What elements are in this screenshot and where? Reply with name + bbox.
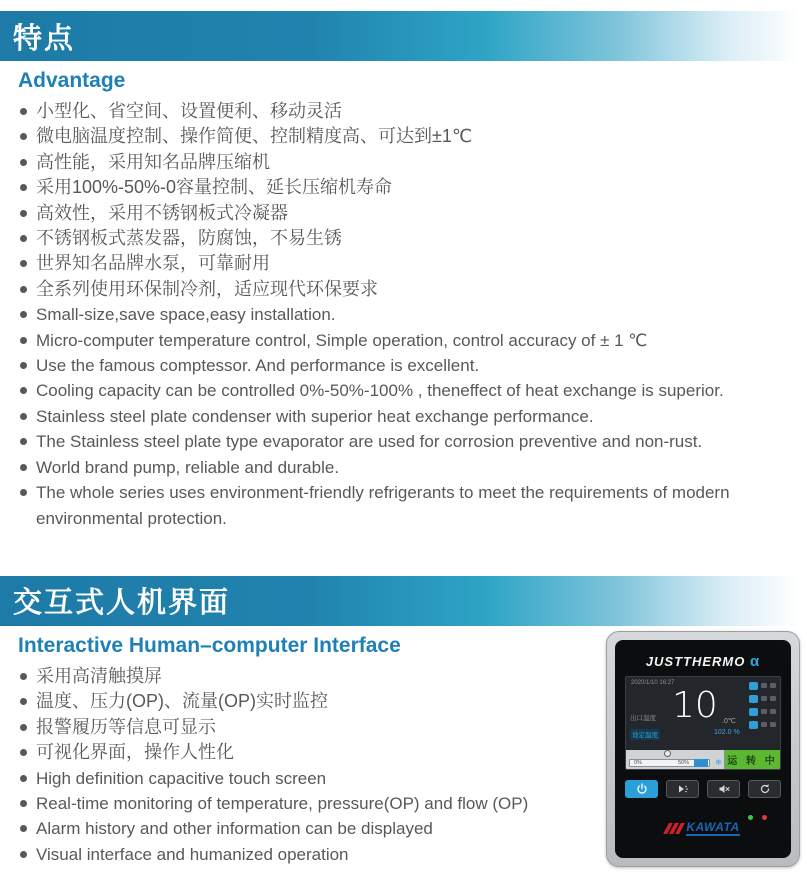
list-item: 全系列使用环保制冷剂，适应现代环保要求 (18, 277, 789, 302)
power-button (625, 780, 658, 798)
panel-bezel (615, 640, 791, 858)
list-item: High definition capacitive touch screen (18, 766, 582, 791)
gear-icon (749, 721, 758, 729)
feature-list (18, 99, 789, 531)
timer-icon (664, 750, 671, 757)
list-item: The Stainless steel plate type evaporator are used for corrosion preventive and non-rust. (18, 429, 789, 454)
section-header-bar (0, 576, 807, 626)
snowflake-icon: ❄ (715, 757, 722, 767)
green-led (748, 815, 753, 820)
mute-icon (718, 783, 730, 795)
outlet-temp-label: 出口温度 (630, 714, 656, 722)
logo-text: KAWATA (686, 819, 740, 834)
section-subtitle: Interactive Human–computer Interface (18, 633, 401, 657)
defrost-icon (677, 783, 689, 795)
menu-label-block (770, 709, 776, 714)
set-temp-label: 设定温度 (630, 729, 660, 740)
brand-text (615, 653, 791, 670)
logo-stripes-icon (666, 823, 682, 834)
list-item: 高效性，采用不锈钢板式冷凝器 (18, 201, 789, 226)
list-item: Micro-computer temperature control, Simple operation, control accuracy of ± 1 ℃ (18, 328, 789, 353)
kawata-logo (615, 821, 791, 836)
menu-row (749, 721, 776, 729)
menu-label-block (761, 709, 767, 714)
cycle-icon (759, 783, 771, 795)
menu-label-block (770, 696, 776, 701)
list-item: 不锈钢板式蒸发器，防腐蚀，不易生锈 (18, 226, 789, 251)
led-indicators (748, 815, 767, 820)
advantage-section (0, 69, 807, 531)
brand-name: JUSTTHERMO (645, 653, 746, 669)
list-item: 小型化、省空间、设置便利、移动灵活 (18, 99, 789, 124)
capacity-slider (626, 750, 725, 769)
section-title: 交互式人机界面 (13, 587, 231, 620)
calendar-icon (749, 682, 758, 690)
slider-min-label: 0% (634, 759, 642, 766)
power-icon (636, 783, 648, 795)
section-header-bar (0, 11, 807, 61)
menu-row (749, 695, 776, 703)
status-text: 运 转 中 (727, 755, 778, 767)
section-subtitle: Advantage (18, 69, 126, 92)
menu-label-block (761, 683, 767, 688)
menu-label-block (761, 722, 767, 727)
flow-value: 102.0 % (714, 728, 740, 736)
menu-label-block (770, 722, 776, 727)
list-item: 微电脑温度控制、操作简便、控制精度高、可达到±1℃ (18, 124, 789, 149)
list-item: World brand pump, reliable and durable. (18, 455, 789, 480)
feature-list (18, 664, 582, 867)
menu-row (749, 682, 776, 690)
section-title: 特点 (13, 22, 76, 55)
brand-alpha: α (749, 652, 761, 670)
list-item: 采用高清触摸屏 (18, 664, 582, 689)
slider-mid-label: 50% (678, 759, 690, 766)
status-badge (725, 750, 780, 769)
list-item: 可视化界面，操作人性化 (18, 740, 582, 765)
mute-button (707, 780, 740, 798)
touch-screen (625, 676, 781, 770)
shield-icon (749, 695, 758, 703)
datetime-text: 2020/1/10 16:27 (631, 679, 675, 686)
list-item: Real-time monitoring of temperature, pressure(OP) and flow (OP) (18, 791, 582, 816)
interface-section (0, 576, 807, 867)
list-item: Alarm history and other information can be displayed (18, 816, 582, 841)
temperature-unit: .0℃ (722, 717, 736, 725)
control-panel-image (606, 631, 800, 867)
list-item: Use the famous comptessor. And performance is excellent. (18, 353, 789, 378)
temperature-value: 10 (672, 684, 718, 726)
list-item: Visual interface and humanized operation (18, 842, 582, 867)
list-item: 高性能，采用知名品牌压缩机 (18, 150, 789, 175)
list-item: 采用100%-50%-0容量控制、延长压缩机寿命 (18, 175, 789, 200)
cycle-button (748, 780, 781, 798)
menu-row (749, 708, 776, 716)
slider-handle (694, 759, 708, 767)
list-item: Small-size,save space,easy installation. (18, 302, 789, 327)
defrost-button (666, 780, 699, 798)
list-item: 报警履历等信息可显示 (18, 715, 582, 740)
red-led (762, 815, 767, 820)
list-item: Cooling capacity can be controlled 0%-50%-100% , theneffect of heat exchange is superior. (18, 378, 789, 403)
panel-buttons (625, 780, 781, 798)
list-item: Stainless steel plate condenser with superior heat exchange performance. (18, 404, 789, 429)
list-item: 温度、压力(OP)、流量(OP)实时监控 (18, 689, 582, 714)
screen-menu (749, 682, 776, 729)
menu-label-block (770, 683, 776, 688)
screen-bottom-bar (626, 750, 780, 769)
list-item: 世界知名品牌水泵，可靠耐用 (18, 251, 789, 276)
menu-label-block (761, 696, 767, 701)
list-item: The whole series uses environment-friendly refrigerants to meet the requirements of modern environmental protection. (18, 480, 789, 531)
tools-icon (749, 708, 758, 716)
